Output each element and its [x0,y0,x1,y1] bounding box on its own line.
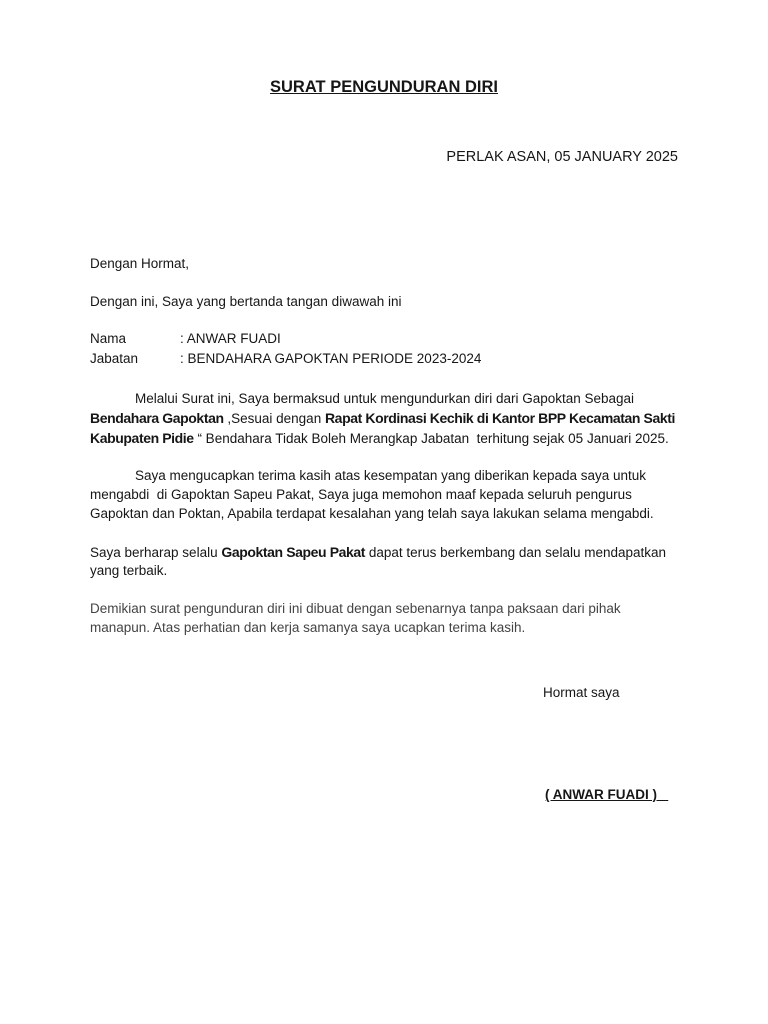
paragraph-2-line-1 [135,466,646,486]
identity-position-label: Jabatan [90,351,139,366]
salutation [90,254,189,274]
paragraph-1-line-1 [135,389,634,409]
paragraph-4-line-1 [90,599,621,619]
letter-title: SURAT PENGUNDURAN DIRI [270,78,498,96]
paragraph-text: ,Sesuai dengan [223,411,325,426]
paragraph-3-line-2 [90,561,167,581]
intro-text: Dengan ini, Saya yang bertanda tangan diwawah ini [90,294,402,309]
paragraph-text: mengabdi di Gapoktan Sapeu Pakat, Saya juga memohon maaf kepada seluruh pengurus [90,487,632,502]
identity-position-value: : BENDAHARA GAPOKTAN PERIODE 2023-2024 [180,351,482,366]
paragraph-1-line-2 [90,408,675,428]
paragraph-3-line-1 [90,542,666,562]
paragraph-text: Demikian surat pengunduran diri ini dibuat dengan sebenarnya tanpa paksaan dari pihak [90,601,621,616]
paragraph-4-line-2 [90,618,525,638]
paragraph-text: Gapoktan dan Poktan, Apabila terdapat kesalahan yang telah saya lakukan selama mengabdi. [90,506,654,521]
identity-name-value: : ANWAR FUADI [180,331,281,346]
identity-position-row [90,349,481,369]
paragraph-2-line-2 [90,485,632,505]
title-row [0,77,768,98]
paragraph-text: manapun. Atas perhatian dan kerja samanya saya ucapkan terima kasih. [90,620,526,635]
paragraph-2-line-3 [90,504,654,524]
identity-name-label: Nama [90,331,127,346]
paragraph-text: yang terbaik. [90,563,168,578]
emphasis-text: Bendahara Gapoktan [90,410,224,426]
emphasis-text: Rapat Kordinasi Kechik di Kantor BPP Kecamatan Sakti [324,410,676,426]
salutation-text: Dengan Hormat, [90,256,190,271]
paragraph-text: Saya berharap selalu [90,545,222,560]
signatory-name: ( ANWAR FUADI ) [545,787,657,802]
closing-text: Hormat saya [543,685,620,700]
identity-name-row [90,329,281,349]
place-date: PERLAK ASAN, 05 JANUARY 2025 [446,149,678,165]
paragraph-text: “ Bendahara Tidak Boleh Merangkap Jabatan terhitung sejak 05 Januari 2025. [193,431,669,446]
paragraph-1-line-3 [90,428,669,448]
emphasis-text: Kabupaten Pidie [90,430,194,446]
paragraph-text: Melalui Surat ini, Saya bermaksud untuk mengundurkan diri dari Gapoktan Sebagai [135,391,635,406]
emphasis-text: Gapoktan Sapeu Pakat [221,544,366,560]
intro-line [90,292,401,312]
paragraph-text: dapat terus berkembang dan selalu mendapatkan [365,545,667,560]
signature-block [530,765,668,825]
paragraph-text: Saya mengucapkan terima kasih atas kesempatan yang diberikan kepada saya untuk [135,468,647,483]
